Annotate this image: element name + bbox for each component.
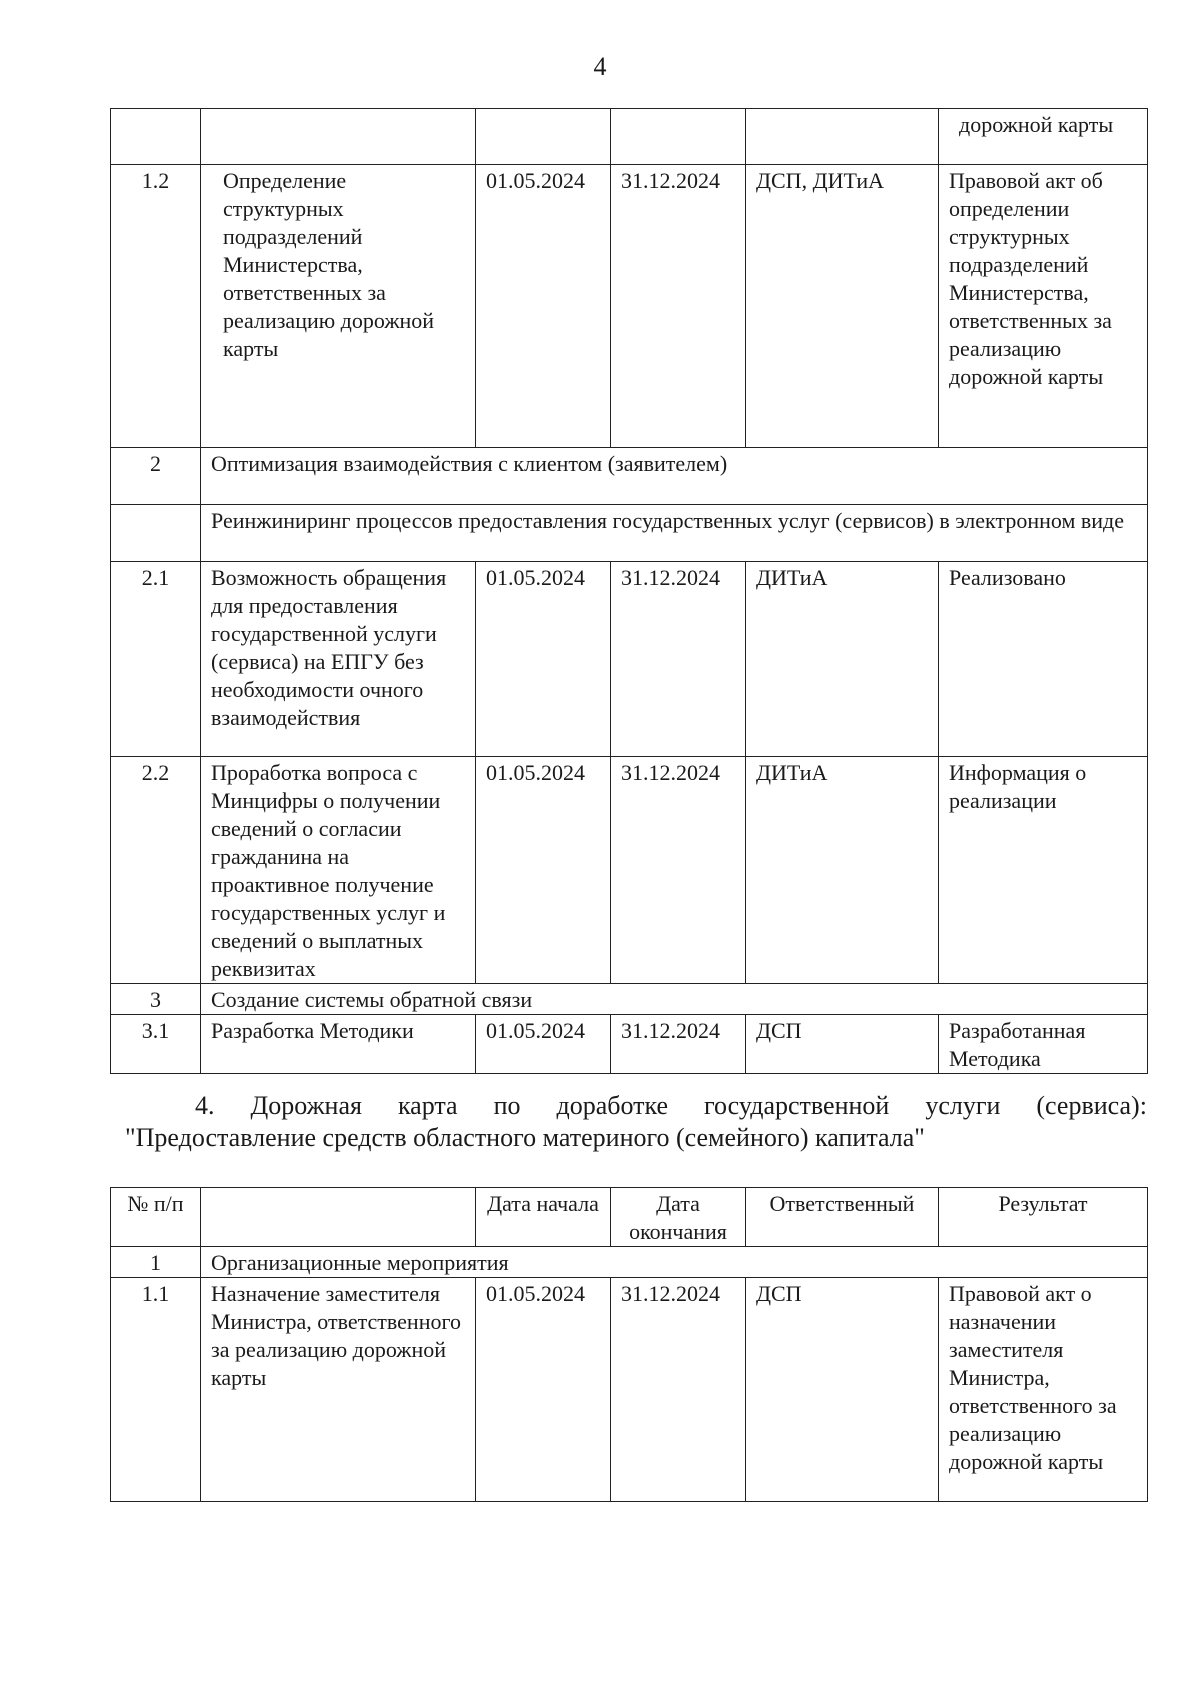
table-row xyxy=(111,109,1148,165)
row-number: 2.2 xyxy=(111,757,201,984)
heading-word: государственной xyxy=(704,1091,890,1120)
start-date: 01.05.2024 xyxy=(476,1278,611,1502)
start-date: 01.05.2024 xyxy=(476,165,611,448)
roadmap-table-4 xyxy=(110,1187,1148,1502)
row-number: 1 xyxy=(111,1247,201,1278)
result: Информация о реализации xyxy=(939,757,1148,984)
table-row xyxy=(111,165,1148,448)
heading-word: доработке xyxy=(556,1091,669,1120)
responsible: ДСП xyxy=(746,1278,939,1502)
result: Реализовано xyxy=(939,562,1148,757)
responsible xyxy=(746,109,939,165)
section-row xyxy=(111,505,1148,562)
end-date: 31.12.2024 xyxy=(611,1278,746,1502)
row-number xyxy=(111,109,201,165)
result: Правовой акт об определении структурных подразделений Министерства, ответственных за реализацию дорожной карты xyxy=(939,165,1148,448)
heading-word: по xyxy=(493,1091,521,1120)
header-end: Дата окончания xyxy=(611,1188,746,1247)
end-date xyxy=(611,109,746,165)
section-title: Реинжиниринг процессов предоставления государственных услуг (сервисов) в электронном виде xyxy=(201,505,1148,562)
responsible: ДСП, ДИТиА xyxy=(746,165,939,448)
start-date xyxy=(476,109,611,165)
result: Разработанная Методика xyxy=(939,1015,1148,1074)
header-result: Результат xyxy=(939,1188,1148,1247)
responsible: ДИТиА xyxy=(746,562,939,757)
section-row xyxy=(111,984,1148,1015)
activity-name: Возможность обращения для предоставления государственной услуги (сервиса) на ЕПГУ без необходимости очного взаимодействия xyxy=(201,562,476,757)
row-number xyxy=(111,505,201,562)
start-date: 01.05.2024 xyxy=(476,562,611,757)
section-title: Оптимизация взаимодействия с клиентом (заявителем) xyxy=(201,448,1148,505)
header-start: Дата начала xyxy=(476,1188,611,1247)
activity-name: Назначение заместителя Министра, ответственного за реализацию дорожной карты xyxy=(201,1278,476,1502)
header-name xyxy=(201,1188,476,1247)
section-row xyxy=(111,448,1148,505)
table-row xyxy=(111,1015,1148,1074)
activity-name: Разработка Методики xyxy=(201,1015,476,1074)
end-date: 31.12.2024 xyxy=(611,562,746,757)
end-date: 31.12.2024 xyxy=(611,757,746,984)
heading-line-2: "Предоставление средств областного материного (семейного) капитала" xyxy=(125,1123,925,1152)
header-responsible: Ответственный xyxy=(746,1188,939,1247)
heading-word: Дорожная xyxy=(250,1091,362,1120)
row-number: 2 xyxy=(111,448,201,505)
responsible: ДИТиА xyxy=(746,757,939,984)
result: Правовой акт о назначении заместителя Министра, ответственного за реализацию дорожной карты xyxy=(939,1278,1148,1502)
row-number: 1.2 xyxy=(111,165,201,448)
responsible: ДСП xyxy=(746,1015,939,1074)
result: дорожной карты xyxy=(939,109,1148,165)
activity-name: Проработка вопроса с Минцифры о получении сведений о согласии гражданина на проактивное получение государственных услуг и сведений о выплатных реквизитах xyxy=(201,757,476,984)
end-date: 31.12.2024 xyxy=(611,1015,746,1074)
heading-line-1 xyxy=(125,1090,1147,1122)
start-date: 01.05.2024 xyxy=(476,757,611,984)
activity-name: Определение структурных подразделений Министерства, ответственных за реализацию дорожной карты xyxy=(201,165,476,448)
activity-name xyxy=(201,109,476,165)
page-number: 4 xyxy=(593,52,607,81)
row-number: 3.1 xyxy=(111,1015,201,1074)
heading-word: услуги xyxy=(925,1091,1001,1120)
section-4-heading xyxy=(125,1090,1147,1154)
header-num: № п/п xyxy=(111,1188,201,1247)
section-title: Организационные мероприятия xyxy=(201,1247,1148,1278)
heading-word: карта xyxy=(397,1091,458,1120)
table-row xyxy=(111,1278,1148,1502)
section-number: 4. xyxy=(195,1091,215,1120)
row-number: 3 xyxy=(111,984,201,1015)
heading-word: (сервиса): xyxy=(1036,1091,1147,1120)
section-title: Создание системы обратной связи xyxy=(201,984,1148,1015)
start-date: 01.05.2024 xyxy=(476,1015,611,1074)
section-row xyxy=(111,1247,1148,1278)
table-row xyxy=(111,562,1148,757)
table-row xyxy=(111,757,1148,984)
header-row xyxy=(111,1188,1148,1247)
roadmap-table-continued xyxy=(110,108,1148,1074)
end-date: 31.12.2024 xyxy=(611,165,746,448)
row-number: 1.1 xyxy=(111,1278,201,1502)
row-number: 2.1 xyxy=(111,562,201,757)
